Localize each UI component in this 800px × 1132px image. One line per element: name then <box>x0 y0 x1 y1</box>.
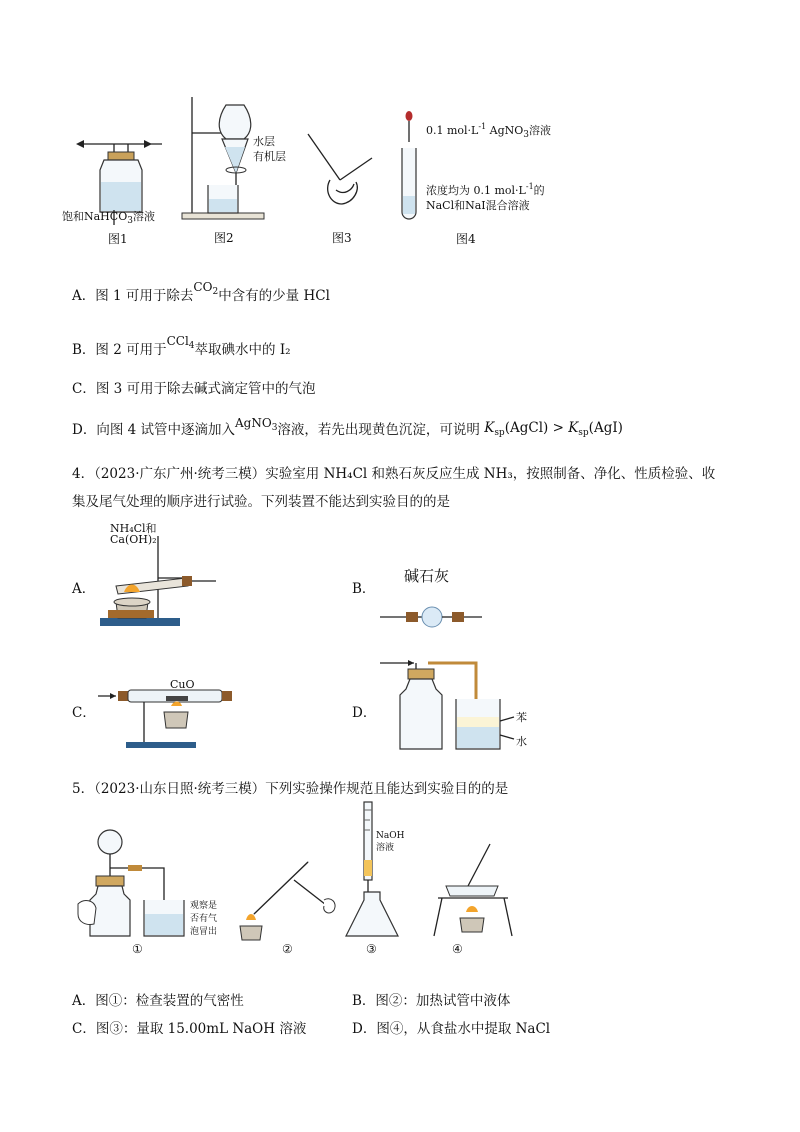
q5-option-d: D．图④，从食盐水中提取 NaCl <box>352 1021 551 1037</box>
mixture-label-line1: 浓度均为 0.1 $mol\cdot L^{-1}$的 <box>426 182 545 197</box>
benzene-label: 苯 <box>516 711 527 724</box>
agno3-formula: AgNO$_3$ <box>235 416 278 433</box>
fig2-caption: 图2 <box>214 231 234 245</box>
ammonia-absorption-diagram <box>376 655 536 755</box>
q5-stem: 5．（2023·山东日照·统考三模）下列实验操作规范且能达到实验目的的是 <box>72 781 509 797</box>
q5-figure-1 <box>74 828 224 958</box>
q5-option-b: B．图②：加热试管中液体 <box>352 993 511 1009</box>
ksp-comparison: $K_{sp}(AgCl) > K_{sp}(AgI)$ <box>484 420 623 438</box>
evaporation-dish-diagram <box>428 840 518 940</box>
co2-formula: $CO_2$ <box>193 280 219 297</box>
q4-option-d-letter: D． <box>352 705 377 721</box>
organic-layer-label: 有机层 <box>253 150 286 163</box>
q5-fig3-number: ③ <box>366 942 377 956</box>
q5-fig4-number: ④ <box>452 942 463 956</box>
q5-option-c: C．图③：量取 15.00mL NaOH 溶液 <box>72 1021 307 1037</box>
q4-option-a-letter: A． <box>72 581 96 597</box>
q4-apparatus-b <box>376 565 486 635</box>
figure-2 <box>180 95 290 245</box>
q4-apparatus-c <box>96 672 246 752</box>
cuo-label: CuO <box>170 678 195 691</box>
bubble-observation-label: 观察是 否有气 泡冒出 <box>190 901 218 937</box>
water-label: 水 <box>516 735 527 748</box>
q4-option-b-letter: B． <box>352 581 376 597</box>
q5-option-a: A．图①：检查装置的气密性 <box>72 993 244 1009</box>
q5-fig1-number: ① <box>132 942 143 956</box>
soda-lime-label: 碱石灰 <box>404 567 450 585</box>
caoh2-label: Ca(OH)₂ <box>110 533 157 546</box>
figure-3 <box>300 130 380 245</box>
drying-tube-diagram <box>376 565 486 635</box>
heating-test-tube-diagram <box>234 850 344 950</box>
q4-option-c-letter: C． <box>72 705 96 721</box>
q3-option-c: C．图 3 可用于除去碱式滴定管中的气泡 <box>72 381 316 397</box>
burette-bubble-removal-diagram <box>300 130 380 230</box>
agno3-reagent-label: 0.1 $mol\cdot L^{-1}$ AgNO$_3$溶液 <box>426 122 552 140</box>
ccl4-formula: CCl$_4$ <box>166 334 195 351</box>
figure-1 <box>62 130 170 250</box>
q3-option-b: B．图 2 可用于CCl$_4$萃取碘水中的 I₂ <box>72 334 291 358</box>
q4-apparatus-d <box>376 655 536 755</box>
fig1-caption: 图1 <box>108 232 128 246</box>
q4-stem-line2: 集及尾气处理的顺序进行试验。下列装置不能达到实验目的的是 <box>72 494 450 510</box>
figure-4 <box>398 108 588 245</box>
nh4cl-label: NH₄Cl和 <box>110 522 157 535</box>
separatory-funnel-diagram <box>180 95 290 245</box>
mixture-label-line2: NaCl和NaI混合溶液 <box>426 199 530 212</box>
water-layer-label: 水层 <box>253 135 275 148</box>
q3-option-a: A．图 1 可用于除去$CO_2$中含有的少量 HCl <box>72 280 330 304</box>
q5-figure-2 <box>234 850 344 958</box>
q4-apparatus-a <box>96 520 226 635</box>
fig1-solution-label: 饱和NaHCO$_3$溶液 <box>62 210 155 226</box>
q4-stem-line1: 4．（2023·广东广州·统考三模）实验室用 NH₄Cl 和熟石灰反应生成 NH₃，按照制备、净化、性质检验、收 <box>72 466 716 482</box>
q5-figure-4 <box>428 840 518 958</box>
naoh-solution-label: NaOH 溶液 <box>376 831 405 853</box>
q3-option-d: D．向图 4 试管中逐滴加入AgNO$_3$溶液，若先出现黄色沉淀，可说明 $K_{sp}(AgCl) > K_{sp}(AgI)$ <box>72 416 623 438</box>
q5-fig2-number: ② <box>282 942 293 956</box>
fig4-caption: 图4 <box>456 232 476 246</box>
fig3-caption: 图3 <box>332 231 352 245</box>
